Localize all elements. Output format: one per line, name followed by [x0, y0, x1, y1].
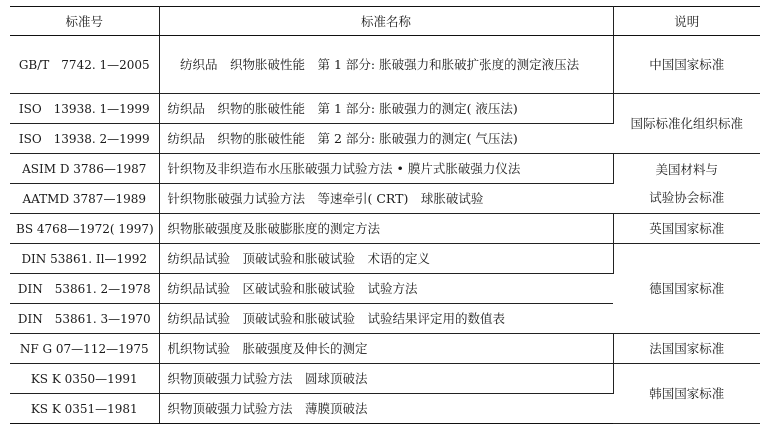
table-row: [10, 364, 760, 394]
standard-note: 韩国国家标准: [613, 364, 760, 424]
header-note: 说明: [613, 7, 760, 36]
standard-code: KS K 0350—1991: [10, 364, 159, 394]
standard-code: AATMD 3787—1989: [10, 184, 159, 214]
standard-code: ISO 13938. 1—1999: [10, 94, 159, 124]
table-row: [10, 36, 760, 94]
standard-code: BS 4768—1972( 1997): [10, 214, 159, 244]
standard-note: 中国国家标准: [613, 36, 760, 94]
standard-name: 针织物胀破强力试验方法 等速牵引( CRT) 球胀破试验: [159, 184, 613, 214]
standard-code: DIN 53861. 3—1970: [10, 304, 159, 334]
standard-code: KS K 0351—1981: [10, 394, 159, 424]
standard-note: 法国国家标准: [613, 334, 760, 364]
standard-code: ISO 13938. 2—1999: [10, 124, 159, 154]
standard-note: 国际标准化组织标准: [613, 94, 760, 154]
standard-code: GB/T 7742. 1—2005: [10, 36, 159, 94]
note-line: 美国材料与: [655, 161, 718, 177]
standard-name: 纺织品试验 区破试验和胀破试验 试验方法: [159, 274, 613, 304]
standard-code: ASIM D 3786—1987: [10, 154, 159, 184]
table-header-row: [10, 7, 760, 36]
table-row: [10, 154, 760, 184]
note-line: 试验协会标准: [649, 189, 725, 205]
standard-name: 织物顶破强力试验方法 圆球顶破法: [159, 364, 613, 394]
standard-note: [613, 154, 760, 214]
table-row: [10, 214, 760, 244]
table-row: [10, 334, 760, 364]
header-code: 标准号: [10, 7, 159, 36]
table-row: [10, 94, 760, 124]
standard-name: 纺织品 织物的胀破性能 第 2 部分: 胀破强力的测定( 气压法): [159, 124, 613, 154]
standards-table: [10, 6, 760, 424]
standard-name: 机织物试验 胀破强度及伸长的测定: [159, 334, 613, 364]
standard-name: 纺织品试验 顶破试验和胀破试验 试验结果评定用的数值表: [159, 304, 613, 334]
standard-note: 德国国家标准: [613, 244, 760, 334]
standard-name: 针织物及非织造布水压胀破强力试验方法 • 膜片式胀破强力仪法: [159, 154, 613, 184]
standard-name: 纺织品试验 顶破试验和胀破试验 术语的定义: [159, 244, 613, 274]
standard-name: 纺织品 织物胀破性能 第 1 部分: 胀破强力和胀破扩张度的测定液压法: [159, 36, 613, 94]
standard-name: 纺织品 织物的胀破性能 第 1 部分: 胀破强力的测定( 液压法): [159, 94, 613, 124]
table-row: [10, 244, 760, 274]
standard-name: 织物顶破强力试验方法 薄膜顶破法: [159, 394, 613, 424]
header-name: 标准名称: [159, 7, 613, 36]
standard-code: NF G 07—112—1975: [10, 334, 159, 364]
standard-code: DIN 53861. Il—1992: [10, 244, 159, 274]
standard-code: DIN 53861. 2—1978: [10, 274, 159, 304]
standard-name: 织物胀破强度及胀破膨胀度的测定方法: [159, 214, 613, 244]
standard-note: 英国国家标准: [613, 214, 760, 244]
